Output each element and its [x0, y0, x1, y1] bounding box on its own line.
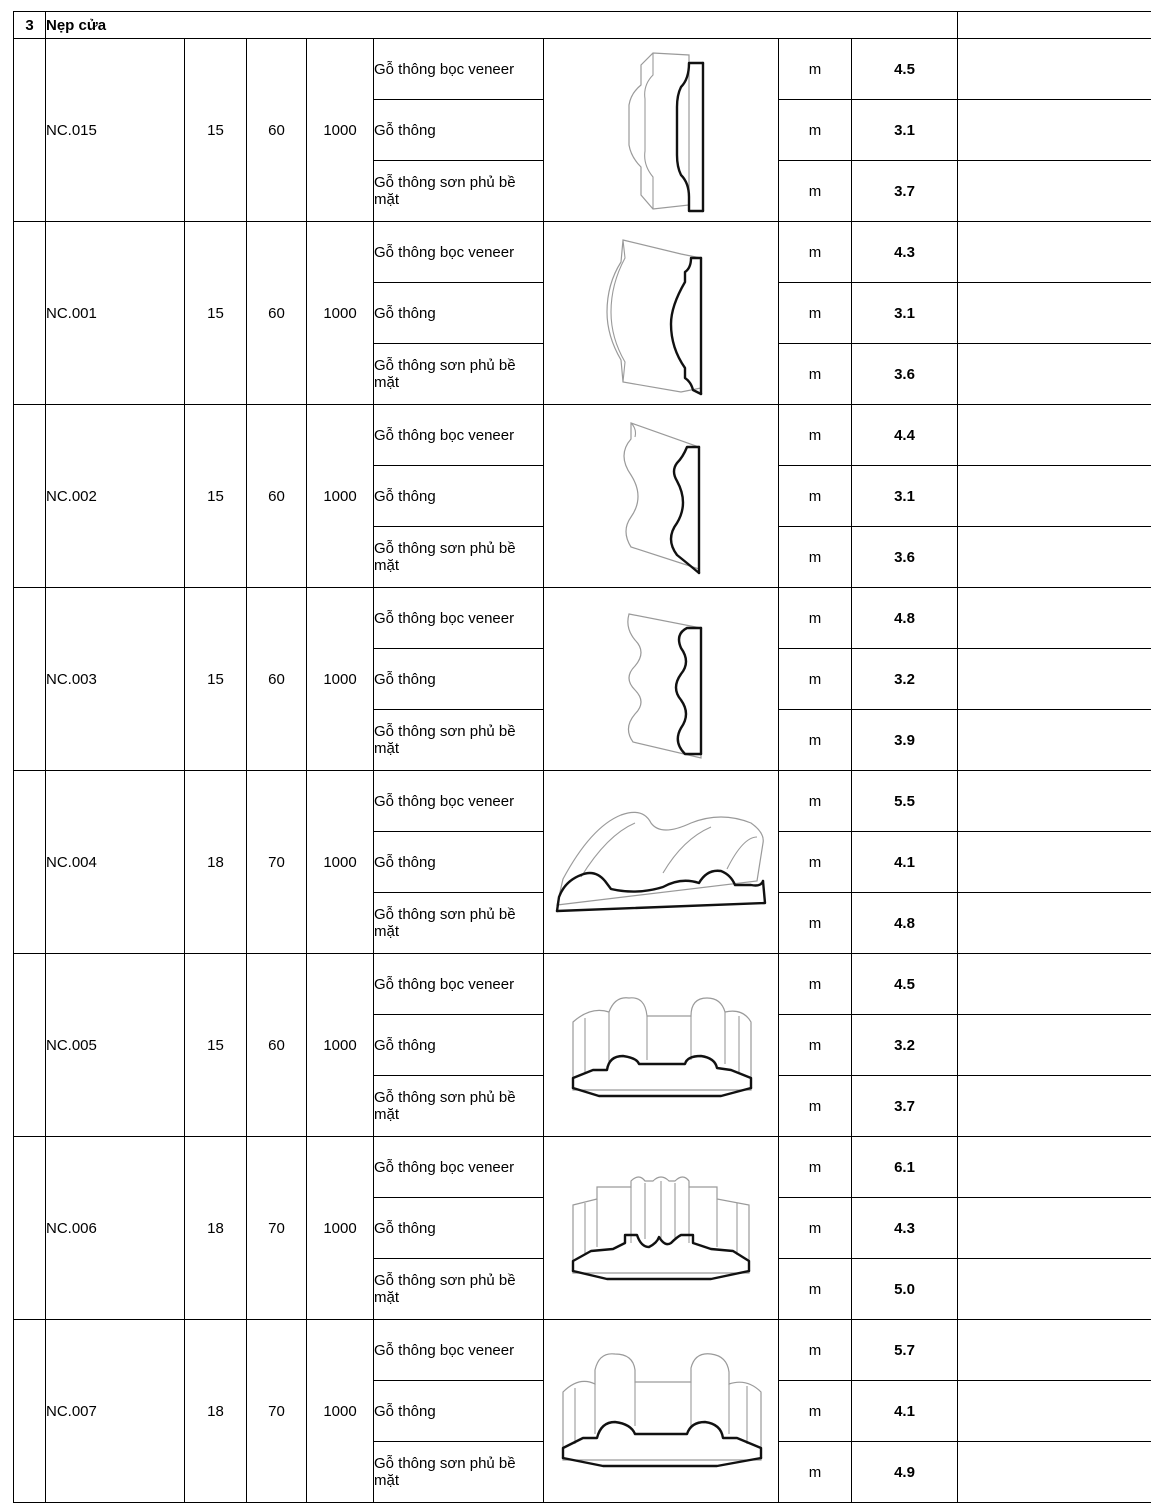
price-value[interactable]: 4.8 — [852, 893, 958, 954]
moulding-profile-icon — [601, 594, 721, 764]
material-label[interactable]: Gỗ thông bọc veneer — [374, 1320, 544, 1381]
price-value[interactable]: 3.1 — [852, 283, 958, 344]
profile-image-cell[interactable] — [544, 1320, 779, 1503]
width-value[interactable]: 60 — [247, 954, 307, 1137]
product-code[interactable]: NC.001 — [46, 222, 185, 405]
price-value[interactable]: 4.4 — [852, 405, 958, 466]
material-label[interactable]: Gỗ thông — [374, 649, 544, 710]
unit-value[interactable]: m — [779, 527, 852, 588]
price-value[interactable]: 4.5 — [852, 39, 958, 100]
material-label[interactable]: Gỗ thông sơn phủ bề mặt — [374, 161, 544, 222]
material-label[interactable]: Gỗ thông sơn phủ bề mặt — [374, 893, 544, 954]
unit-value[interactable]: m — [779, 1259, 852, 1320]
price-value[interactable]: 5.0 — [852, 1259, 958, 1320]
material-label[interactable]: Gỗ thông bọc veneer — [374, 1137, 544, 1198]
length-value[interactable]: 1000 — [307, 222, 374, 405]
empty-cell[interactable] — [958, 832, 1151, 893]
length-value[interactable]: 1000 — [307, 39, 374, 222]
stt-cell[interactable] — [14, 405, 46, 588]
price-value[interactable]: 6.1 — [852, 1137, 958, 1198]
product-option-row — [14, 1320, 1151, 1381]
material-label[interactable]: Gỗ thông bọc veneer — [374, 222, 544, 283]
empty-cell[interactable] — [958, 1015, 1151, 1076]
profile-image-cell[interactable] — [544, 588, 779, 771]
unit-value[interactable]: m — [779, 39, 852, 100]
length-value[interactable]: 1000 — [307, 954, 374, 1137]
thickness-value[interactable]: 15 — [185, 954, 247, 1137]
material-label[interactable]: Gỗ thông bọc veneer — [374, 405, 544, 466]
unit-value[interactable]: m — [779, 100, 852, 161]
unit-value[interactable]: m — [779, 283, 852, 344]
price-value[interactable]: 3.2 — [852, 1015, 958, 1076]
moulding-profile-icon — [551, 1326, 771, 1496]
material-label[interactable]: Gỗ thông bọc veneer — [374, 39, 544, 100]
length-value[interactable]: 1000 — [307, 771, 374, 954]
length-value[interactable]: 1000 — [307, 1320, 374, 1503]
product-code[interactable]: NC.004 — [46, 771, 185, 954]
price-value[interactable]: 4.9 — [852, 1442, 958, 1503]
material-label[interactable]: Gỗ thông sơn phủ bề mặt — [374, 710, 544, 771]
product-code[interactable]: NC.005 — [46, 954, 185, 1137]
width-value[interactable]: 70 — [247, 1137, 307, 1320]
unit-value[interactable]: m — [779, 1320, 852, 1381]
price-value[interactable]: 3.1 — [852, 466, 958, 527]
empty-cell[interactable] — [958, 1320, 1151, 1381]
profile-image-cell[interactable] — [544, 954, 779, 1137]
unit-value[interactable]: m — [779, 1137, 852, 1198]
section-number[interactable]: 3 — [14, 12, 46, 39]
length-value[interactable]: 1000 — [307, 1137, 374, 1320]
unit-value[interactable]: m — [779, 405, 852, 466]
price-value[interactable]: 4.3 — [852, 222, 958, 283]
material-label[interactable]: Gỗ thông sơn phủ bề mặt — [374, 1076, 544, 1137]
thickness-value[interactable]: 15 — [185, 405, 247, 588]
width-value[interactable]: 60 — [247, 222, 307, 405]
material-label[interactable]: Gỗ thông sơn phủ bề mặt — [374, 1442, 544, 1503]
stt-cell[interactable] — [14, 588, 46, 771]
stt-cell[interactable] — [14, 1320, 46, 1503]
unit-value[interactable]: m — [779, 161, 852, 222]
material-label[interactable]: Gỗ thông — [374, 1381, 544, 1442]
empty-cell[interactable] — [958, 588, 1151, 649]
product-code[interactable]: NC.002 — [46, 405, 185, 588]
thickness-value[interactable]: 15 — [185, 39, 247, 222]
moulding-profile-icon — [601, 45, 721, 215]
empty-cell[interactable] — [958, 710, 1151, 771]
product-code[interactable]: NC.015 — [46, 39, 185, 222]
material-label[interactable]: Gỗ thông bọc veneer — [374, 588, 544, 649]
empty-cell[interactable] — [958, 649, 1151, 710]
material-label[interactable]: Gỗ thông sơn phủ bề mặt — [374, 527, 544, 588]
product-option-row — [14, 39, 1151, 100]
product-option-row — [14, 222, 1151, 283]
thickness-value[interactable]: 15 — [185, 588, 247, 771]
empty-cell[interactable] — [958, 1137, 1151, 1198]
empty-cell[interactable] — [958, 283, 1151, 344]
material-label[interactable]: Gỗ thông sơn phủ bề mặt — [374, 344, 544, 405]
empty-cell[interactable] — [958, 1076, 1151, 1137]
product-option-row — [14, 954, 1151, 1015]
empty-cell[interactable] — [958, 893, 1151, 954]
moulding-profile-icon — [551, 777, 771, 947]
product-code[interactable]: NC.003 — [46, 588, 185, 771]
moulding-profile-icon — [561, 1143, 761, 1313]
thickness-value[interactable]: 18 — [185, 771, 247, 954]
unit-value[interactable]: m — [779, 893, 852, 954]
unit-value[interactable]: m — [779, 588, 852, 649]
section-title[interactable]: Nẹp cửa — [46, 12, 958, 39]
unit-value[interactable]: m — [779, 832, 852, 893]
width-value[interactable]: 70 — [247, 1320, 307, 1503]
profile-image-cell[interactable] — [544, 222, 779, 405]
width-value[interactable]: 60 — [247, 39, 307, 222]
price-value[interactable]: 5.5 — [852, 771, 958, 832]
price-value[interactable]: 4.1 — [852, 832, 958, 893]
profile-image-cell[interactable] — [544, 1137, 779, 1320]
stt-cell[interactable] — [14, 954, 46, 1137]
unit-value[interactable]: m — [779, 649, 852, 710]
profile-image-cell[interactable] — [544, 39, 779, 222]
empty-cell[interactable] — [958, 39, 1151, 100]
material-label[interactable]: Gỗ thông — [374, 466, 544, 527]
price-value[interactable]: 4.5 — [852, 954, 958, 1015]
material-label[interactable]: Gỗ thông — [374, 283, 544, 344]
product-code[interactable]: NC.006 — [46, 1137, 185, 1320]
unit-value[interactable]: m — [779, 344, 852, 405]
stt-cell[interactable] — [14, 39, 46, 222]
empty-cell[interactable] — [958, 1442, 1151, 1503]
width-value[interactable]: 60 — [247, 405, 307, 588]
price-value[interactable]: 4.3 — [852, 1198, 958, 1259]
moulding-profile-icon — [601, 228, 721, 398]
material-label[interactable]: Gỗ thông — [374, 832, 544, 893]
moulding-profile-icon — [561, 960, 761, 1130]
product-option-row — [14, 771, 1151, 832]
width-value[interactable]: 70 — [247, 771, 307, 954]
unit-value[interactable]: m — [779, 1442, 852, 1503]
product-code[interactable]: NC.007 — [46, 1320, 185, 1503]
unit-value[interactable]: m — [779, 771, 852, 832]
empty-cell[interactable] — [958, 771, 1151, 832]
empty-cell[interactable] — [958, 344, 1151, 405]
stt-cell[interactable] — [14, 771, 46, 954]
unit-value[interactable]: m — [779, 1381, 852, 1442]
thickness-value[interactable]: 18 — [185, 1320, 247, 1503]
unit-value[interactable]: m — [779, 1198, 852, 1259]
unit-value[interactable]: m — [779, 954, 852, 1015]
material-label[interactable]: Gỗ thông bọc veneer — [374, 771, 544, 832]
profile-image-cell[interactable] — [544, 771, 779, 954]
stt-cell[interactable] — [14, 1137, 46, 1320]
profile-image-cell[interactable] — [544, 405, 779, 588]
material-label[interactable]: Gỗ thông bọc veneer — [374, 954, 544, 1015]
price-value[interactable]: 3.7 — [852, 161, 958, 222]
stt-cell[interactable] — [14, 222, 46, 405]
unit-value[interactable]: m — [779, 466, 852, 527]
empty-cell[interactable] — [958, 954, 1151, 1015]
material-label[interactable]: Gỗ thông — [374, 100, 544, 161]
length-value[interactable]: 1000 — [307, 588, 374, 771]
width-value[interactable]: 60 — [247, 588, 307, 771]
empty-cell[interactable] — [958, 100, 1151, 161]
price-value[interactable]: 4.1 — [852, 1381, 958, 1442]
price-value[interactable]: 3.7 — [852, 1076, 958, 1137]
thickness-value[interactable]: 18 — [185, 1137, 247, 1320]
section-header-row — [14, 12, 1151, 39]
price-value[interactable]: 3.6 — [852, 344, 958, 405]
material-label[interactable]: Gỗ thông — [374, 1198, 544, 1259]
thickness-value[interactable]: 15 — [185, 222, 247, 405]
empty-cell[interactable] — [958, 12, 1151, 39]
price-value[interactable]: 5.7 — [852, 1320, 958, 1381]
moulding-profile-icon — [601, 411, 721, 581]
price-value[interactable]: 4.8 — [852, 588, 958, 649]
product-option-row — [14, 1137, 1151, 1198]
empty-cell[interactable] — [958, 405, 1151, 466]
price-value[interactable]: 3.9 — [852, 710, 958, 771]
empty-cell[interactable] — [958, 161, 1151, 222]
unit-value[interactable]: m — [779, 710, 852, 771]
empty-cell[interactable] — [958, 222, 1151, 283]
product-option-row — [14, 588, 1151, 649]
empty-cell[interactable] — [958, 1259, 1151, 1320]
empty-cell[interactable] — [958, 1381, 1151, 1442]
empty-cell[interactable] — [958, 527, 1151, 588]
product-option-row — [14, 405, 1151, 466]
unit-value[interactable]: m — [779, 222, 852, 283]
material-label[interactable]: Gỗ thông — [374, 1015, 544, 1076]
price-table — [13, 11, 1151, 1503]
price-value[interactable]: 3.6 — [852, 527, 958, 588]
material-label[interactable]: Gỗ thông sơn phủ bề mặt — [374, 1259, 544, 1320]
unit-value[interactable]: m — [779, 1015, 852, 1076]
price-value[interactable]: 3.1 — [852, 100, 958, 161]
empty-cell[interactable] — [958, 1198, 1151, 1259]
empty-cell[interactable] — [958, 466, 1151, 527]
length-value[interactable]: 1000 — [307, 405, 374, 588]
price-value[interactable]: 3.2 — [852, 649, 958, 710]
unit-value[interactable]: m — [779, 1076, 852, 1137]
